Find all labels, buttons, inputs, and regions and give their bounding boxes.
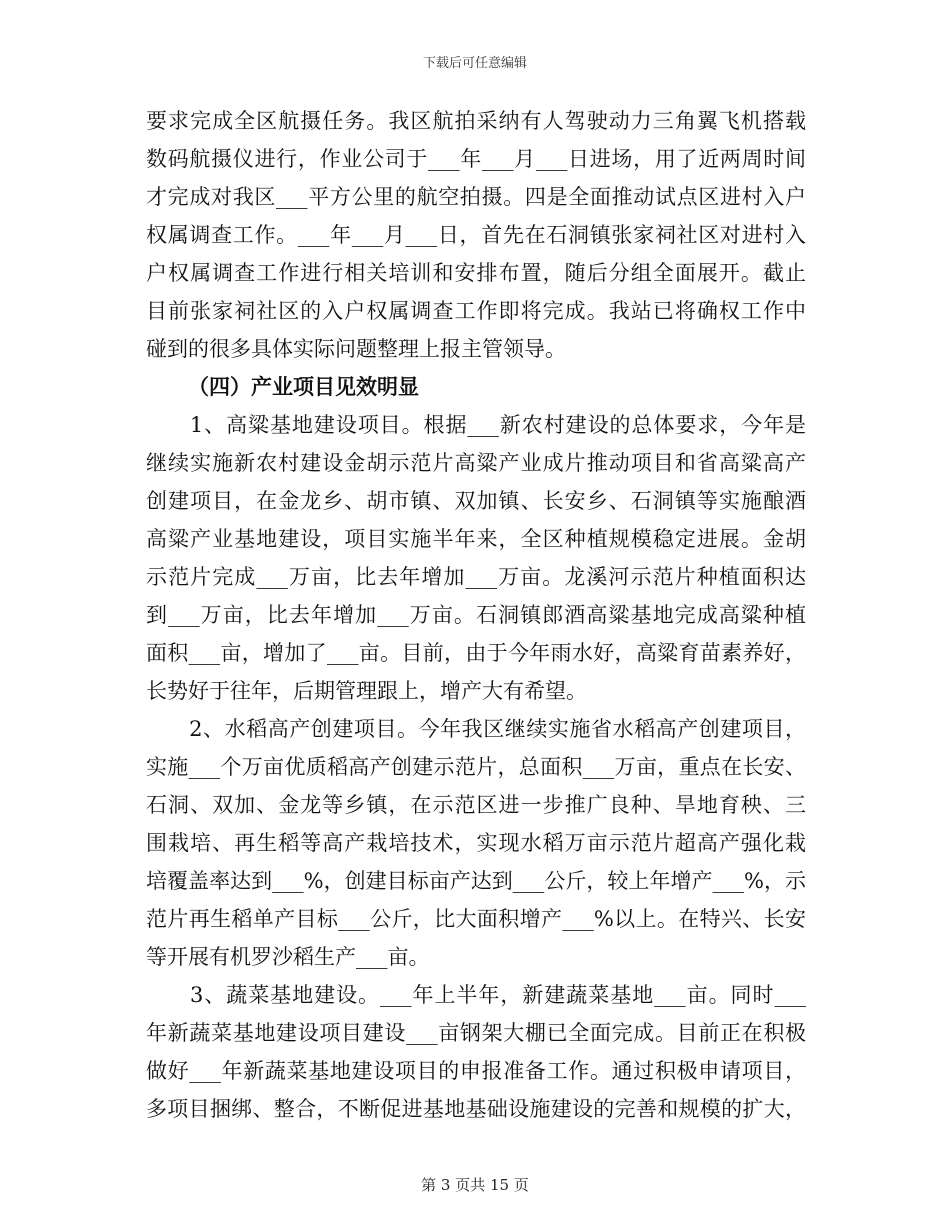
body-line: 面积___亩，增加了___亩。目前，由于今年雨水好，高粱育苗素养好， [146, 641, 806, 665]
body-line: 围栽培、再生稻等高产栽培技术，实现水稻万亩示范片超高产强化栽 [146, 831, 806, 855]
page-number-footer: 第 3 页共 15 页 [421, 1176, 529, 1194]
body-line: 数码航摄仪进行，作业公司于___年___月___日进场，用了近两周时间 [146, 147, 806, 171]
body-line: 目前张家祠社区的入户权属调查工作即将完成。我站已将确权工作中 [146, 299, 806, 323]
body-line: 创建项目，在金龙乡、胡市镇、双加镇、长安乡、石洞镇等实施酿酒 [146, 489, 806, 513]
body-line: 2、水稻高产创建项目。今年我区继续实施省水稻高产创建项目， [146, 717, 806, 741]
document-body [146, 102, 806, 1128]
section-heading: （四）产业项目见效明显 [188, 374, 419, 399]
body-line: 要求完成全区航摄任务。我区航拍采纳有人驾驶动力三角翼飞机搭载 [146, 109, 806, 133]
body-line: 权属调查工作。___年___月___日，首先在石洞镇张家祠社区对进村入 [146, 223, 806, 247]
body-line: 培覆盖率达到___%，创建目标亩产达到___公斤，较上年增产___%，示 [146, 869, 806, 893]
body-line: 示范片完成___万亩，比去年增加___万亩。龙溪河示范片种植面积达 [146, 565, 806, 589]
body-line: 碰到的很多具体实际问题整理上报主管领导。 [146, 337, 566, 361]
body-line: 高粱产业基地建设，项目实施半年来，全区种植规模稳定进展。金胡 [146, 527, 806, 551]
body-line: 继续实施新农村建设金胡示范片高粱产业成片推动项目和省高粱高产 [146, 451, 806, 475]
body-line: 石洞、双加、金龙等乡镇，在示范区进一步推广良种、旱地育秧、三 [146, 793, 806, 817]
body-line: 实施___个万亩优质稻高产创建示范片，总面积___万亩，重点在长安、 [146, 755, 806, 779]
body-line: 等开展有机罗沙稻生产___亩。 [146, 945, 430, 969]
page-header: 下载后可任意编辑 [422, 56, 527, 71]
body-line: 1、高粱基地建设项目。根据___新农村建设的总体要求，今年是 [146, 413, 806, 437]
body-line: 长势好于往年，后期管理跟上，增产大有希望。 [146, 679, 587, 703]
body-line: 户权属调查工作进行相关培训和安排布置，随后分组全面展开。截止 [146, 261, 806, 285]
body-line: 到___万亩，比去年增加___万亩。石洞镇郎酒高粱基地完成高粱种植 [146, 603, 806, 627]
body-line: 3、蔬菜基地建设。___年上半年，新建蔬菜基地___亩。同时___ [146, 983, 806, 1007]
body-line: 做好___年新蔬菜基地建设项目的申报准备工作。通过积极申请项目， [146, 1059, 806, 1083]
body-line: 才完成对我区___平方公里的航空拍摄。四是全面推动试点区进村入户 [146, 185, 806, 209]
body-line: 多项目捆绑、整合，不断促进基地基础设施建设的完善和规模的扩大， [146, 1097, 806, 1121]
body-line: 年新蔬菜基地建设项目建设___亩钢架大棚已全面完成。目前正在积极 [146, 1021, 806, 1045]
body-line: 范片再生稻单产目标___公斤，比大面积增产___%以上。在特兴、长安 [146, 907, 806, 931]
